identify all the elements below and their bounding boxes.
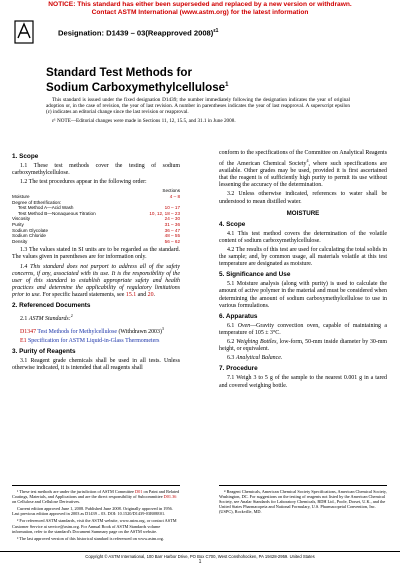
right-footnotes xyxy=(219,485,387,514)
section-link[interactable]: 36 – 47 xyxy=(164,227,180,233)
footnote-4: ⁴ Reagent Chemicals, American Chemical Society Specifications, American Chemical Society, Washington, DC. For suggestions on the testing of reagents not listed by the American Chemical Society, see Analar Standards for Laboratory Chemicals, BDH Ltd., Poole, Dorset, U.K., and the United States Pharmacopeia and National Formulary, U.S. Pharmacopeial Convention, Inc. (USPC), Rockville, MD. xyxy=(219,489,387,515)
section-link[interactable]: 56 – 62 xyxy=(164,238,180,244)
title-line-2: Sodium Carboxymethylcellulose$^1$ xyxy=(46,80,229,94)
paragraph-3-1: 3.1 Reagent grade chemicals shall be used in all tests. Unless otherwise indicated, it is intended that all reagents shall xyxy=(12,358,180,372)
notice-line-2: Contact ASTM International (www.astm.org) for the latest information xyxy=(91,9,309,16)
toc-row: Density 56 – 62 xyxy=(12,238,180,244)
toc-row: Test Method A—Acid Wash 10 – 17 xyxy=(18,205,180,211)
designation: Designation: D1439 – 03(Reapproved 2008)$^{\varepsilon 1}$ xyxy=(58,28,219,38)
paragraph-1-1: 1.1 These test methods cover the testing of sodium carboxymethylcellulose. xyxy=(12,163,180,177)
sections-table-header: Sections xyxy=(162,188,180,194)
paragraph-5-1: 5.1 Moisture analysis (along with purity) is used to calculate the amount of active polymer in the material and must be considered when determining the amount of sodium carboxymethylcellulose to use in various formulations. xyxy=(219,281,387,309)
section-heading-purity-of-reagents: 3. Purity of Reagents xyxy=(12,348,76,356)
section-link[interactable]: 24 – 30 xyxy=(164,216,180,222)
left-footnotes xyxy=(12,485,180,543)
preamble-text: This standard is issued under the fixed designation D1439; the number immediately following the designation indicates the year of original adoption or, in the case of revision, the year of last revision. A number in parentheses indicates the year of last reapproval. A superscript epsilon (ε) indicates an editorial change since the last revision or reapproval. xyxy=(46,97,350,116)
copyright-line: Copyright © ASTM International, 100 Barr Harbor Drive, PO Box C700, West Conshohocken, PA 19428-2959. United States xyxy=(0,551,400,559)
section-link[interactable]: 10 – 17 xyxy=(164,205,180,211)
editorial-note: ε¹ NOTE—Editorial changes were made in Sections 11, 12, 15.5, and 31.1 in June 2008. xyxy=(52,117,236,124)
paragraph-2-1: 2.1 ASTM Standards:$^2$ xyxy=(20,313,73,323)
paragraph-4-2: 4.2 The results of this test are used for calculating the total solids in the sample; and, by common usage, all materials volatile at this test temperature are designated as moisture. xyxy=(219,247,387,268)
paragraph-1-2: 1.2 The test procedures appear in the following order: xyxy=(20,179,147,186)
section-link-15-1[interactable]: 15.1 xyxy=(125,291,137,298)
committee-d01-link[interactable]: D01 xyxy=(135,489,143,494)
notice-line-1: NOTICE: This standard has either been superseded and replaced by a new version or withdrawn. xyxy=(48,1,352,8)
paragraph-6-2: 6.2 Weighing Bottles, low-form, 50-mm inside diameter by 30-mm height, or equivalent. xyxy=(219,339,387,353)
d1347-link[interactable]: D1347 xyxy=(20,329,37,336)
section-heading-procedure: 7. Procedure xyxy=(219,365,258,373)
right-column xyxy=(219,150,387,392)
d1347-title-link[interactable]: Test Methods for Methylcellulose xyxy=(36,329,117,336)
paragraph-7-1: 7.1 Weigh 3 to 5 g of the sample to the nearest 0.001 g in a tared and covered weighing bottle. xyxy=(219,375,387,389)
paragraph-6-3: 6.3 Analytical Balance. xyxy=(227,355,283,362)
toc-row: Sodium Glycolate 36 – 47 xyxy=(12,227,180,233)
document-header xyxy=(10,20,390,44)
withdrawal-notice xyxy=(0,0,400,17)
section-heading-apparatus: 6. Apparatus xyxy=(219,312,258,320)
toc-row: Degree of Etherification: xyxy=(12,199,62,205)
title-line-1: Standard Test Methods for xyxy=(46,66,193,79)
toc-row: Viscosity 24 – 30 xyxy=(12,216,180,222)
section-link[interactable]: 48 – 55 xyxy=(164,233,180,239)
toc-row: Purity 31 – 36 xyxy=(12,221,180,227)
reference-d1347: D1347 Test Methods for Methylcellulose (Withdrawn 2003)$^3$ xyxy=(20,326,164,336)
paragraph-4-1: 4.1 This test method covers the determination of the volatile content of sodium carboxymethylcellulose. xyxy=(219,230,387,244)
standard-title xyxy=(46,66,346,94)
footnote-3: ³ The last approved version of this historical standard is referenced on www.astm.org. xyxy=(17,535,165,541)
section-heading-significance: 5. Significance and Use xyxy=(219,271,291,279)
e1-title-link[interactable]: Specification for ASTM Liquid-in-Glass Thermometers xyxy=(26,338,160,345)
paragraph-1-3: 1.3 The values stated in SI units are to be regarded as the standard. The values given in parentheses are for information only. xyxy=(12,247,180,261)
section-heading-referenced-documents: 2. Referenced Documents xyxy=(12,301,91,309)
footnote-1-edition: Current edition approved June 1, 2008. Published June 2008. Originally approved in 1956. Last previous edition approved in 2003 as D1439 – 03. DOI: 10.1520/D1439-03R08E01. xyxy=(12,506,173,517)
page-number: 1 xyxy=(198,559,202,565)
paragraph-1-4: 1.4 This standard does not purport to address all of the safety concerns, if any, associated with its use. It is the responsibility of the user of this standard to establish appropriate safety and health practices and determine the applicability of regulatory limitations prior to use. For specific hazard statements, see 15.1 and 20. xyxy=(12,263,180,298)
subcommittee-d0136-link[interactable]: D01.36 xyxy=(163,494,177,500)
paragraph-6-1: 6.1 Oven—Gravity convection oven, capable of maintaining a temperature of 105 ± 3°C. xyxy=(219,322,387,336)
e1-link[interactable]: E1 xyxy=(20,338,27,345)
footnote-1: ¹ These test methods are under the jurisdiction of ASTM Committee D01 on Paint and Related Coatings, Materials, and Applications and are the direct responsibility of Subcommittee D01.36 on Cellulose and Cellulose Derivatives. xyxy=(12,489,180,505)
left-column xyxy=(12,150,180,375)
toc-row: Test Method B—Nonaqueous Titration 10, 12, 18 – 23 xyxy=(18,210,180,216)
section-heading-scope: 1. Scope xyxy=(12,153,39,160)
paragraph-3-1-continued: conform to the specifications of the Committee on Analytical Reagents of the American Chemical Society$^4$, where such specifications are available. Other grades may be used, provided it is first ascertained that the reagent is of sufficiently high purity to permit its use without lessening the accuracy of the determination. xyxy=(219,150,387,189)
preamble xyxy=(46,97,350,126)
section-heading-scope-4: 4. Scope xyxy=(219,220,246,228)
paragraph-3-2: 3.2 Unless otherwise indicated, references to water shall be understood to mean distilled water. xyxy=(219,191,387,205)
footnote-2: ² For referenced ASTM standards, visit the ASTM website, www.astm.org, or contact ASTM Customer Service at service@astm.org. For Annual Book of ASTM Standards volume information, refer to the standard's Document Summary page on the ASTM website. xyxy=(12,518,177,534)
toc-row: Moisture 4 – 8 xyxy=(12,193,180,199)
section-link[interactable]: 31 – 36 xyxy=(164,221,180,227)
toc-row: Sodium Chloride 48 – 55 xyxy=(12,233,180,239)
section-link-20[interactable]: 20 xyxy=(147,291,154,298)
section-link[interactable]: 10, 12, 18 – 23 xyxy=(149,210,180,216)
astm-logo-icon xyxy=(14,20,34,44)
moisture-heading: MOISTURE xyxy=(286,209,320,217)
sections-table xyxy=(12,188,180,244)
reference-e1 xyxy=(12,338,180,345)
